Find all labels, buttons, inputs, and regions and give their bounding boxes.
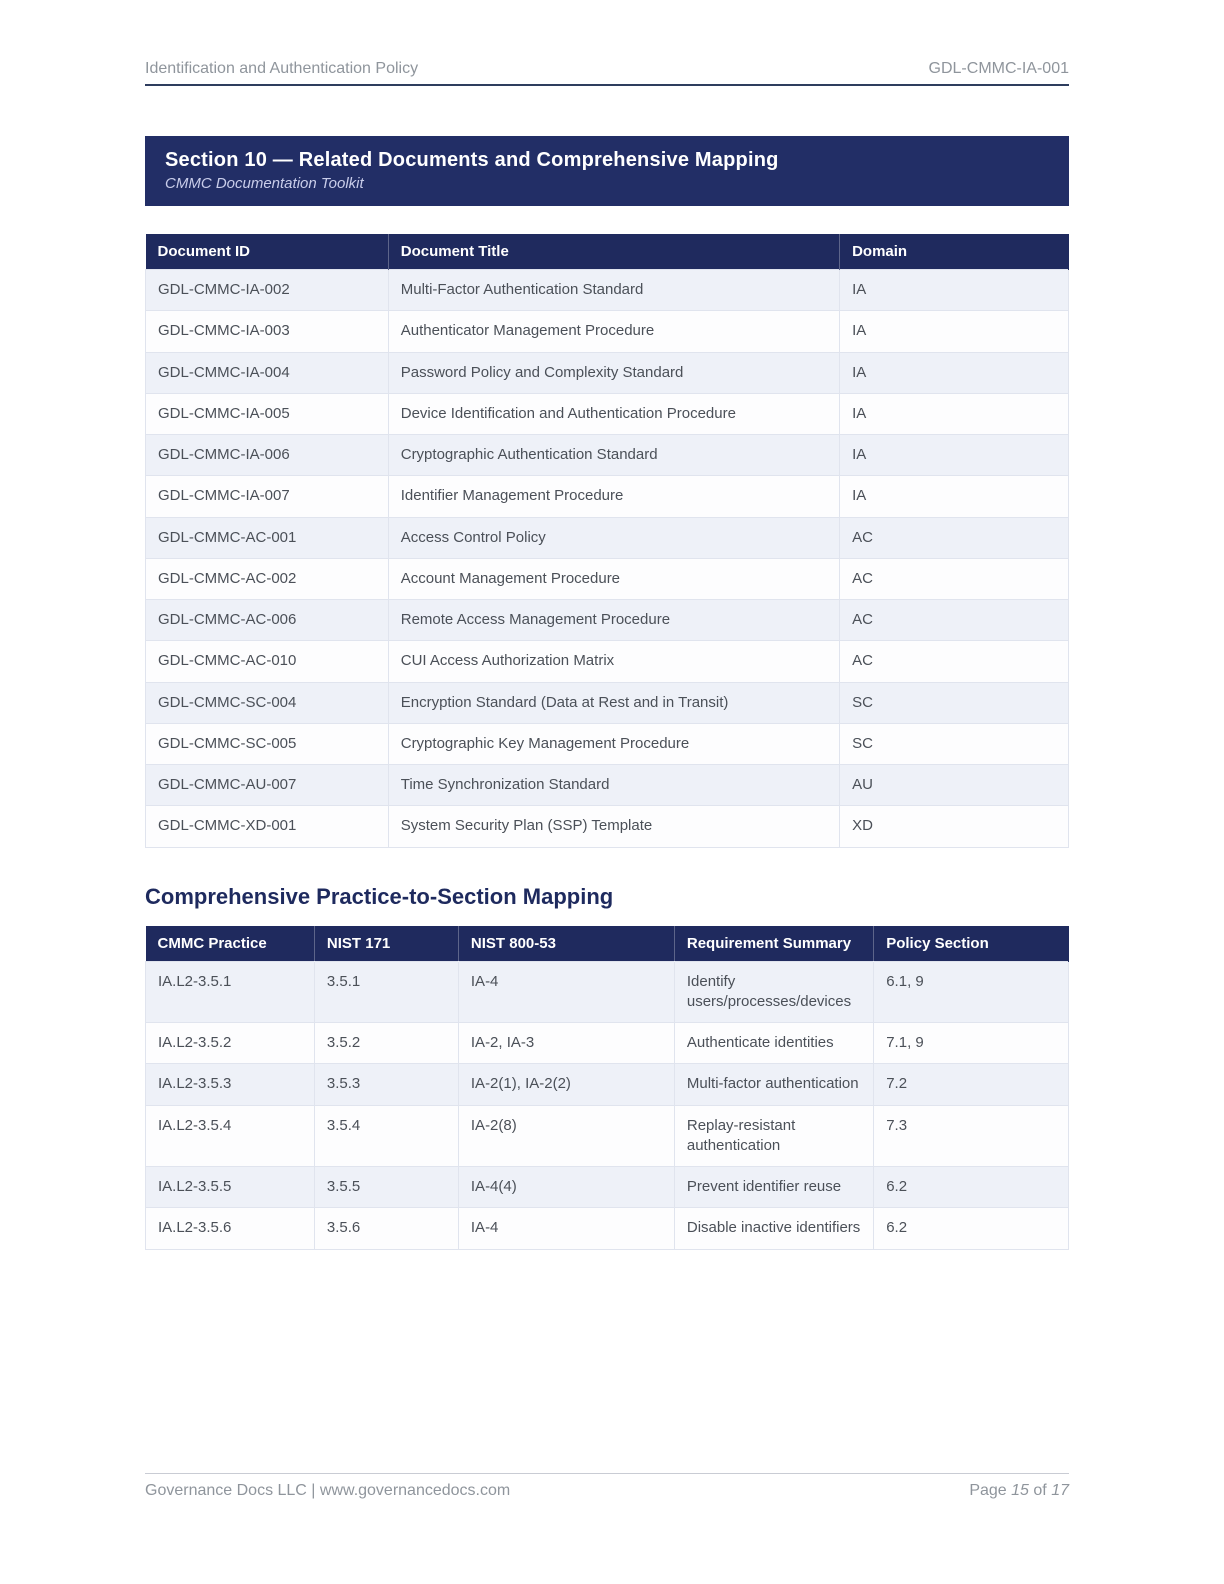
- table-cell: 3.5.3: [314, 1064, 458, 1105]
- table-cell: 3.5.5: [314, 1167, 458, 1208]
- table-cell: Replay-resistant authentication: [674, 1105, 873, 1167]
- table-row: [146, 641, 1069, 682]
- table-cell: SC: [840, 723, 1069, 764]
- table-row: [146, 1023, 1069, 1064]
- table-row: [146, 1064, 1069, 1105]
- page-header: [145, 60, 1069, 86]
- table-cell: Disable inactive identifiers: [674, 1208, 873, 1249]
- column-header-domain: Domain: [840, 234, 1069, 270]
- footer-company: Governance Docs LLC | www.governancedocs.com: [145, 1482, 511, 1499]
- table-cell: IA-4: [458, 961, 674, 1023]
- table-row: [146, 1208, 1069, 1249]
- table-cell: IA-4: [458, 1208, 674, 1249]
- practice-mapping-table-body: [146, 961, 1069, 1249]
- table-cell: IA: [840, 270, 1069, 311]
- table-row: [146, 517, 1069, 558]
- table-cell: GDL-CMMC-AC-001: [146, 517, 389, 558]
- column-header-nist-171: NIST 171: [314, 926, 458, 962]
- table-row: [146, 352, 1069, 393]
- table-cell: GDL-CMMC-IA-004: [146, 352, 389, 393]
- related-documents-table-body: [146, 270, 1069, 848]
- table-cell: 6.2: [874, 1167, 1069, 1208]
- table-cell: Encryption Standard (Data at Rest and in Transit): [388, 682, 839, 723]
- table-cell: 6.1, 9: [874, 961, 1069, 1023]
- table-cell: AU: [840, 765, 1069, 806]
- footer-page-indicator: [969, 1482, 1069, 1500]
- table-cell: AC: [840, 517, 1069, 558]
- table-row: [146, 806, 1069, 847]
- table-cell: Remote Access Management Procedure: [388, 600, 839, 641]
- table-cell: 3.5.1: [314, 961, 458, 1023]
- table-cell: 7.1, 9: [874, 1023, 1069, 1064]
- table-cell: GDL-CMMC-IA-002: [146, 270, 389, 311]
- table-cell: Access Control Policy: [388, 517, 839, 558]
- table-cell: Time Synchronization Standard: [388, 765, 839, 806]
- table-row: [146, 1105, 1069, 1167]
- table-cell: GDL-CMMC-IA-005: [146, 393, 389, 434]
- table-cell: Authenticate identities: [674, 1023, 873, 1064]
- table-cell: 7.3: [874, 1105, 1069, 1167]
- table-row: [146, 765, 1069, 806]
- table-row: [146, 558, 1069, 599]
- table-cell: Multi-factor authentication: [674, 1064, 873, 1105]
- table-cell: Account Management Procedure: [388, 558, 839, 599]
- table-cell: GDL-CMMC-IA-007: [146, 476, 389, 517]
- table-cell: IA: [840, 352, 1069, 393]
- table-cell: IA.L2-3.5.1: [146, 961, 315, 1023]
- table-cell: IA.L2-3.5.4: [146, 1105, 315, 1167]
- table-cell: 6.2: [874, 1208, 1069, 1249]
- table-cell: Identify users/processes/devices: [674, 961, 873, 1023]
- table-row: [146, 961, 1069, 1023]
- footer-of-label: of: [1033, 1482, 1047, 1499]
- table-cell: SC: [840, 682, 1069, 723]
- footer-page-number: 15: [1011, 1482, 1029, 1499]
- header-doc-title: Identification and Authentication Policy: [145, 60, 419, 77]
- table-cell: GDL-CMMC-XD-001: [146, 806, 389, 847]
- table-cell: IA-2(1), IA-2(2): [458, 1064, 674, 1105]
- table-cell: IA-4(4): [458, 1167, 674, 1208]
- table-cell: Cryptographic Authentication Standard: [388, 435, 839, 476]
- table-cell: GDL-CMMC-AU-007: [146, 765, 389, 806]
- table-cell: CUI Access Authorization Matrix: [388, 641, 839, 682]
- table-row: [146, 1167, 1069, 1208]
- table-cell: System Security Plan (SSP) Template: [388, 806, 839, 847]
- practice-mapping-table: [145, 926, 1069, 1250]
- table-cell: IA.L2-3.5.2: [146, 1023, 315, 1064]
- table-cell: 3.5.6: [314, 1208, 458, 1249]
- table-cell: IA: [840, 311, 1069, 352]
- table-cell: IA.L2-3.5.6: [146, 1208, 315, 1249]
- column-header-requirement-summary: Requirement Summary: [674, 926, 873, 962]
- table-cell: Prevent identifier reuse: [674, 1167, 873, 1208]
- table-cell: AC: [840, 558, 1069, 599]
- table-row: [146, 600, 1069, 641]
- table-row: [146, 311, 1069, 352]
- table-cell: GDL-CMMC-AC-010: [146, 641, 389, 682]
- section-banner: [145, 136, 1069, 206]
- table-cell: Authenticator Management Procedure: [388, 311, 839, 352]
- column-header-nist-800-53: NIST 800-53: [458, 926, 674, 962]
- table-cell: 3.5.4: [314, 1105, 458, 1167]
- table-row: [146, 393, 1069, 434]
- table-cell: IA: [840, 393, 1069, 434]
- table-cell: 7.2: [874, 1064, 1069, 1105]
- table-row: [146, 723, 1069, 764]
- table-cell: AC: [840, 641, 1069, 682]
- table-row: [146, 270, 1069, 311]
- table-cell: IA: [840, 476, 1069, 517]
- table-cell: GDL-CMMC-AC-006: [146, 600, 389, 641]
- related-documents-table: [145, 234, 1069, 848]
- table-cell: IA-2, IA-3: [458, 1023, 674, 1064]
- table-cell: Multi-Factor Authentication Standard: [388, 270, 839, 311]
- table-cell: IA-2(8): [458, 1105, 674, 1167]
- table-cell: Cryptographic Key Management Procedure: [388, 723, 839, 764]
- table-cell: Identifier Management Procedure: [388, 476, 839, 517]
- table-cell: IA.L2-3.5.5: [146, 1167, 315, 1208]
- footer-page-total: 17: [1051, 1482, 1069, 1499]
- table-row: [146, 435, 1069, 476]
- section-title: Section 10 — Related Documents and Comprehensive Mapping: [165, 149, 779, 171]
- table-cell: 3.5.2: [314, 1023, 458, 1064]
- table-cell: XD: [840, 806, 1069, 847]
- footer-page-label: Page: [969, 1482, 1007, 1499]
- section-subtitle: CMMC Documentation Toolkit: [165, 175, 364, 192]
- table-header-row: [146, 234, 1069, 270]
- table-row: [146, 476, 1069, 517]
- table-cell: Password Policy and Complexity Standard: [388, 352, 839, 393]
- column-header-document-id: Document ID: [146, 234, 389, 270]
- table-header-row: [146, 926, 1069, 962]
- related-documents-table-header: [146, 234, 1069, 270]
- header-doc-id: GDL-CMMC-IA-001: [928, 60, 1069, 77]
- column-header-document-title: Document Title: [388, 234, 839, 270]
- table-cell: Device Identification and Authentication Procedure: [388, 393, 839, 434]
- table-cell: GDL-CMMC-IA-006: [146, 435, 389, 476]
- table-cell: IA.L2-3.5.3: [146, 1064, 315, 1105]
- table-cell: IA: [840, 435, 1069, 476]
- table-cell: GDL-CMMC-SC-005: [146, 723, 389, 764]
- table-cell: GDL-CMMC-AC-002: [146, 558, 389, 599]
- table-cell: GDL-CMMC-IA-003: [146, 311, 389, 352]
- page-footer: [145, 1473, 1069, 1500]
- mapping-section-heading: Comprehensive Practice-to-Section Mapping: [145, 883, 614, 909]
- table-cell: AC: [840, 600, 1069, 641]
- practice-mapping-table-header: [146, 926, 1069, 962]
- column-header-cmmc-practice: CMMC Practice: [146, 926, 315, 962]
- table-row: [146, 682, 1069, 723]
- table-cell: GDL-CMMC-SC-004: [146, 682, 389, 723]
- column-header-policy-section: Policy Section: [874, 926, 1069, 962]
